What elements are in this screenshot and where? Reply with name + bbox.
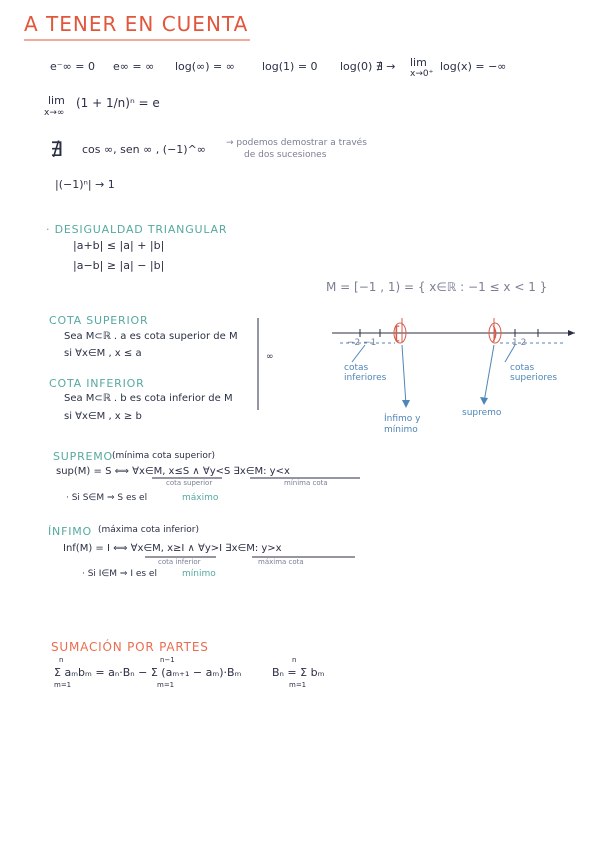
limit-e-inf: e∞ = ∞ — [113, 60, 155, 73]
supremo-under-2: mínima cota — [284, 479, 328, 487]
infimo-under-1: cota inferior — [158, 558, 201, 566]
cota-inferior-line-2: si ∀x∈M , x ≥ b — [64, 411, 142, 422]
diagram-infimo-label: Ínfimo y mínimo — [384, 414, 421, 435]
cota-superior-line-1: Sea M⊂ℝ . a es cota superior de M — [64, 331, 238, 342]
infimo-arrow — [402, 345, 406, 405]
triangular-heading: · DESIGUALDAD TRIANGULAR — [46, 223, 228, 236]
limit-log-inf: log(∞) = ∞ — [175, 60, 235, 73]
sumacion-bot-3: m=1 — [289, 681, 307, 689]
triangular-line-2: |a−b| ≥ |a| − |b| — [73, 259, 165, 272]
diagram-upper-bounds: cotas superiores — [510, 363, 558, 383]
supremo-bullet: · Si S∈M ⇒ S es el — [66, 493, 148, 503]
abs-limit: |(−1)ⁿ| → 1 — [55, 178, 115, 191]
euler-expr: (1 + 1/n)ⁿ = e — [76, 96, 160, 110]
limit-lim-word: lim — [410, 56, 427, 69]
infimo-bullet: · Si I∈M ⇒ I es el — [82, 569, 157, 579]
supremo-formula: sup(M) = S ⟺ ∀x∈M, x≤S ∧ ∀y<S ∃x∈M: y<x — [56, 466, 290, 477]
sumacion-bot-2: m=1 — [157, 681, 175, 689]
nonexist-symbol: ∄ — [50, 137, 63, 161]
supremo-heading-note: (mínima cota superior) — [112, 451, 216, 461]
infimo-formula: Inf(M) = I ⟺ ∀x∈M, x≥I ∧ ∀y>I ∃x∈M: y>x — [63, 543, 282, 554]
sumacion-formula: Σ aₘbₘ = aₙ·Bₙ − Σ (aₘ₊₁ − aₘ)·Bₘ — [54, 666, 242, 679]
sumacion-top-1: n — [59, 656, 64, 664]
euler-sub: x→∞ — [44, 108, 65, 118]
infimo-heading: ÍNFIMO — [48, 525, 92, 538]
limit-log-1: log(1) = 0 — [262, 60, 318, 73]
diagram-ticks-right: 1 2 — [512, 338, 527, 348]
sumacion-top-3: n — [292, 656, 297, 664]
page-title: A TENER EN CUENTA — [24, 12, 249, 36]
nonexist-note-2: de dos sucesiones — [244, 150, 327, 160]
cota-superior-line-2: si ∀x∈M , x ≤ a — [64, 348, 142, 359]
limit-log-x: log(x) = −∞ — [440, 60, 507, 73]
infimo-heading-note: (máxima cota inferior) — [98, 525, 199, 535]
limit-lim-sub: x→0⁺ — [410, 69, 434, 79]
infimo-bullet-word: mínimo — [182, 569, 216, 579]
nonexist-expr: cos ∞, sen ∞ , (−1)^∞ — [82, 143, 206, 156]
diagram-supremo-label: supremo — [462, 408, 502, 418]
set-definition: M = [−1 , 1) = { x∈ℝ : −1 ≤ x < 1 } — [326, 280, 548, 294]
right-paren: ) — [491, 323, 499, 344]
limit-e-neg-inf: e⁻∞ = 0 — [50, 60, 95, 73]
supremo-under-1: cota superior — [166, 479, 213, 487]
triangular-line-1: |a+b| ≤ |a| + |b| — [73, 239, 165, 252]
supremo-bullet-word: máximo — [182, 493, 219, 503]
supremo-arrowhead — [480, 397, 488, 405]
sumacion-heading: SUMACIÓN POR PARTES — [51, 640, 209, 654]
nonexist-note-1: → podemos demostrar a través — [226, 138, 367, 148]
diagram-lower-bounds: cotas inferiores — [344, 363, 387, 383]
supremo-arrow — [484, 345, 494, 402]
infimo-under-2: máxima cota — [258, 558, 304, 566]
supremo-heading: SUPREMO — [53, 450, 114, 463]
diagram-ticks-left: −2 −1 — [347, 338, 377, 348]
bracket-mark: ∞ — [266, 352, 274, 362]
cota-superior-heading: COTA SUPERIOR — [49, 314, 149, 327]
left-bracket: [ — [394, 323, 402, 344]
sumacion-top-2: n−1 — [160, 656, 175, 664]
euler-lim: lim — [48, 94, 65, 107]
sumacion-bn-def: Bₙ = Σ bₘ — [272, 666, 325, 679]
cota-inferior-line-1: Sea M⊂ℝ . b es cota inferior de M — [64, 393, 233, 404]
number-line-arrow — [568, 330, 575, 336]
sumacion-bot-1: m=1 — [54, 681, 72, 689]
infimo-arrowhead — [402, 400, 410, 408]
cota-inferior-heading: COTA INFERIOR — [49, 377, 145, 390]
limit-log-0: log(0) ∄ → — [340, 60, 396, 73]
